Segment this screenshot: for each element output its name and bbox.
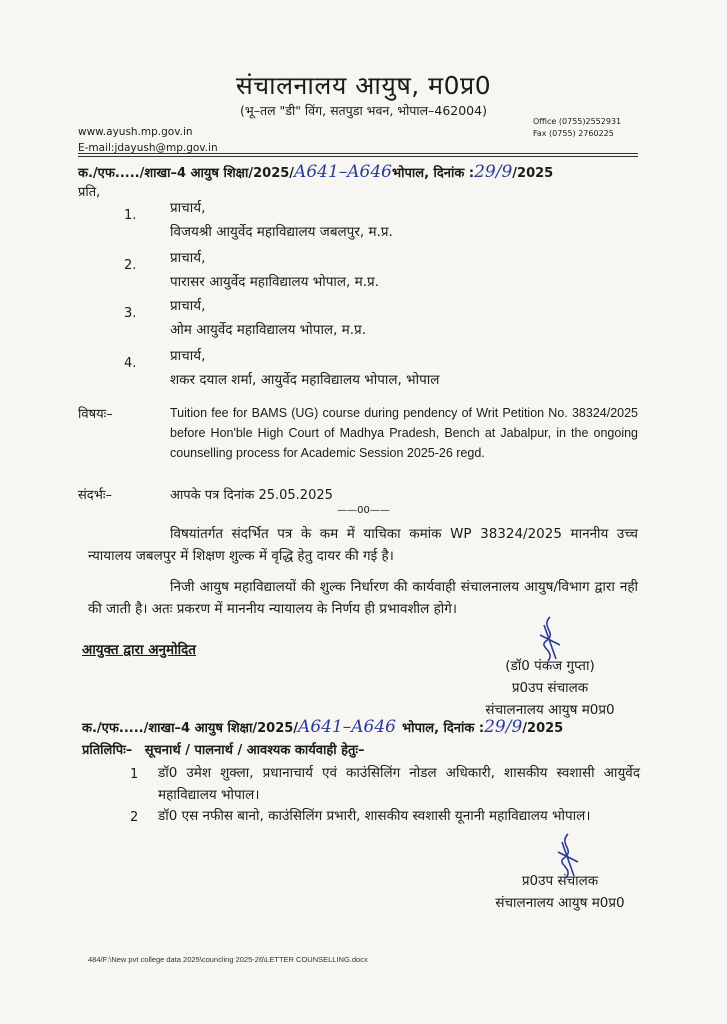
recipient-role: प्राचार्य,	[170, 200, 206, 216]
subject-text: Tuition fee for BAMS (UG) course during pendency of Writ Petition No. 38324/2025 before Hon'ble High Court of Madhya Pradesh, Bench at Jabalpur, in the ongoing counselling process for Academic Session 2025-26 regd.	[170, 406, 638, 460]
recipient-3	[170, 294, 366, 342]
recipient-2-number: 2.	[124, 258, 137, 273]
office-address: (भू–तल "डी" विंग, सतपुडा भवन, भोपाल–462004)	[240, 103, 487, 118]
recipient-name: शकर दयाल शर्मा, आयुर्वेद महाविद्यालय भोपाल, भोपाल	[170, 372, 440, 388]
copy-ref-date-handwritten: 29/9	[484, 717, 523, 737]
recipient-name: विजयश्री आयुर्वेद महाविद्यालय जबलपुर, म.प्र.	[170, 224, 393, 240]
copy-signatory-office: संचालनालय आयुष म0प्र0	[495, 895, 625, 911]
recipient-role: प्राचार्य,	[170, 348, 206, 364]
copy-purpose: सूचनार्थ / पालनार्थ / आवश्यक कार्यवाही हेतुः–	[144, 743, 365, 758]
approval-note: आयुक्त द्वारा अनुमोदित	[82, 642, 196, 658]
email-link[interactable]: E-mail:jdayush@mp.gov.in	[78, 142, 218, 154]
ref-prefix: क./एफ...../शाखा–4 आयुष शिक्षा/2025/	[78, 166, 295, 181]
recipient-name: ओम आयुर्वेद महाविद्यालय भोपाल, म.प्र.	[170, 322, 367, 338]
copy-item-2: डॉ0 एस नफीस बानो, काउंसिलिंग प्रभारी, शासकीय स्वशासी यूनानी महाविद्यालय भोपाल।	[158, 808, 591, 824]
file-path-footer: 484/F:\New pvt college data 2025\councling 2025-26\LETTER COUNSELLING.docx	[88, 955, 368, 964]
copy-ref-place: भोपाल, दिनांक :	[402, 721, 485, 736]
signatory-title: प्र0उप संचालक	[511, 680, 589, 696]
fax-number: Fax (0755) 2760225	[533, 129, 614, 138]
copy-item-1-number: 1	[130, 767, 139, 782]
recipient-name: पारासर आयुर्वेद महाविद्यालय भोपाल, म.प्र.	[170, 274, 379, 290]
ref-place: भोपाल, दिनांक :	[392, 166, 475, 181]
signatory-name: (डॉ0 पंकज गुप्ता)	[505, 658, 595, 674]
copy-ref-number-handwritten: A641–A646	[298, 717, 396, 737]
copy-label: प्रतिलिपिः–	[82, 743, 133, 758]
body-paragraph-1: विषयांतर्गत संदर्भित पत्र के कम में याचिका कमांक WP 38324/2025 माननीय उच्च न्यायालय जबलपुर में शिक्षण शुल्क में वृद्धि हेतु दायर की गई है।	[88, 526, 638, 564]
copy-reference-line	[82, 717, 563, 737]
copy-item-2-number: 2	[130, 810, 139, 825]
office-title: संचालनालय आयुष, म0प्र0	[235, 71, 492, 100]
signatory-office: संचालनालय आयुष म0प्र0	[485, 702, 615, 718]
recipient-3-number: 3.	[124, 306, 137, 321]
copy-to-line	[82, 740, 365, 758]
header-divider-2	[78, 156, 638, 157]
website-link[interactable]: www.ayush.mp.gov.in	[78, 126, 193, 138]
recipient-4	[170, 344, 439, 392]
recipient-2	[170, 246, 379, 294]
copy-signatory-title: प्र0उप संचालक	[521, 873, 599, 889]
body-paragraph-2: निजी आयुष महाविद्यालयों की शुल्क निर्धारण की कार्यवाही संचालनालय आयुष/विभाग द्वारा नही की जाती है। अतः प्रकरण में माननीय न्यायालय के निर्णय ही प्रभावशील होगे।	[88, 579, 638, 617]
letter-reference-line	[78, 162, 553, 182]
recipient-role: प्राचार्य,	[170, 298, 206, 314]
copy-ref-prefix: क./एफ...../शाखा–4 आयुष शिक्षा/2025/	[82, 721, 299, 736]
recipient-role: प्राचार्य,	[170, 250, 206, 266]
ref-year: /2025	[512, 166, 554, 181]
reference-text: आपके पत्र दिनांक 25.05.2025	[170, 488, 333, 503]
reference-label: संदर्भः–	[78, 488, 112, 503]
recipient-1	[170, 196, 393, 244]
copy-item-1: डॉ0 उमेश शुक्ला, प्रधानाचार्य एवं काउंसिलिंग नोडल अधिकारी, शासकीय स्वशासी आयुर्वेद महाविद्यालय भोपाल।	[158, 765, 640, 803]
to-label: प्रति,	[78, 185, 101, 200]
recipient-4-number: 4.	[124, 356, 137, 371]
copy-ref-year: /2025	[522, 721, 564, 736]
header-divider	[78, 153, 638, 154]
ref-date-handwritten: 29/9	[474, 162, 513, 182]
recipient-1-number: 1.	[124, 208, 137, 223]
ref-number-handwritten: A641–A646	[294, 162, 392, 182]
subject-label: विषयः–	[78, 407, 113, 422]
office-phone: Office (0755)2552931	[533, 117, 622, 126]
separator: ——00——	[337, 505, 390, 516]
contact-web-block	[78, 124, 218, 156]
contact-phone-block	[533, 116, 621, 140]
